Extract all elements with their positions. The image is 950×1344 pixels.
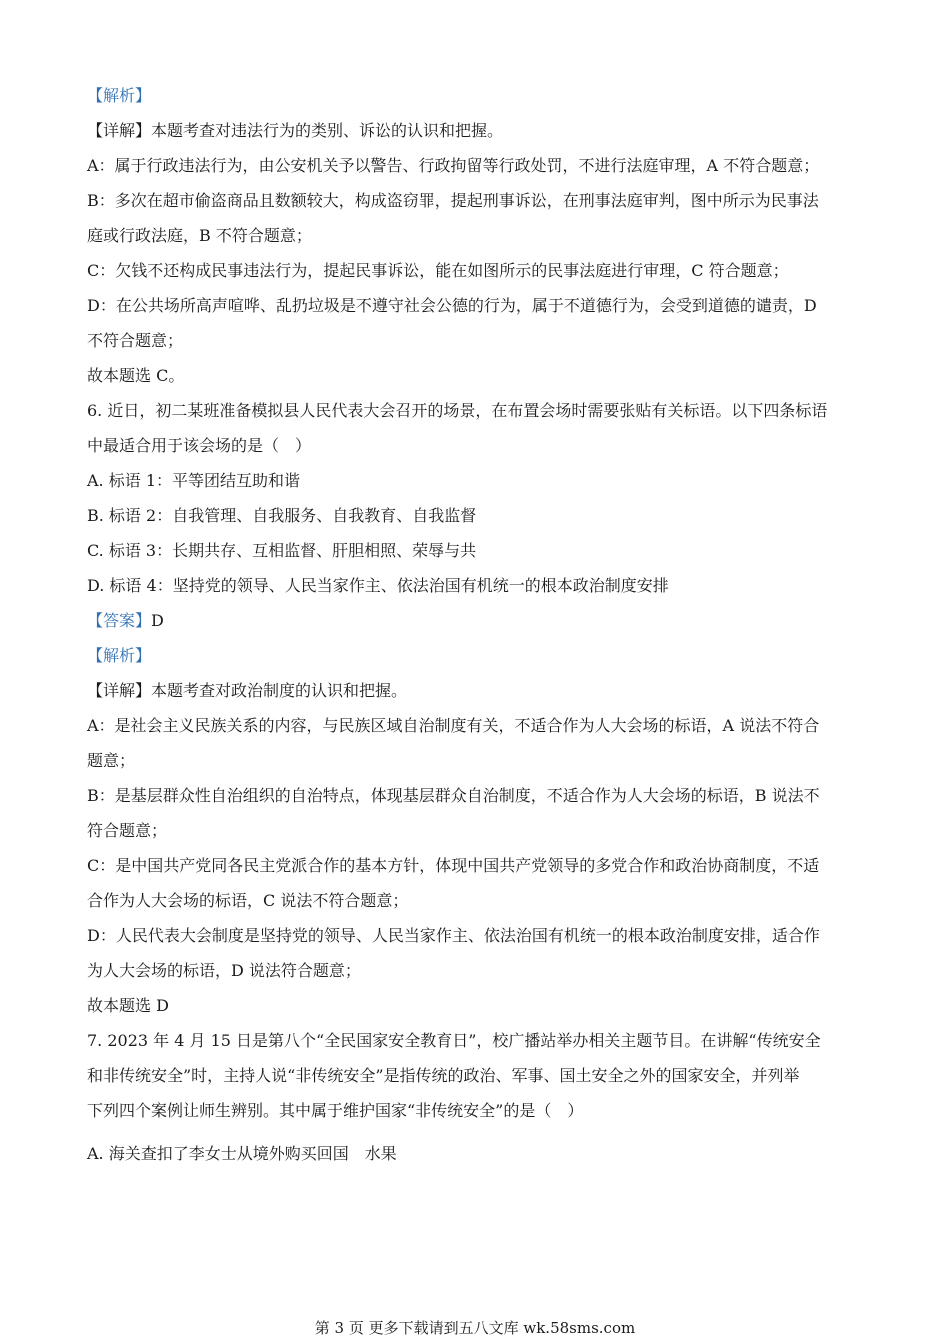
option-d: D. 标语 4：坚持党的领导、人民当家作主、依法治国有机统一的根本政治制度安排 xyxy=(87,576,669,595)
analysis-tag: 【解析】 xyxy=(87,646,152,665)
explanation-line: 为人大会场的标语，D 说法符合题意； xyxy=(87,961,361,980)
detail-line xyxy=(87,673,862,708)
conclusion: 故本题选 D xyxy=(87,996,169,1015)
explanation-line: 不符合题意； xyxy=(87,331,184,350)
answer-line xyxy=(87,603,862,638)
detail-text: 本题考查对政治制度的认识和把握。 xyxy=(151,681,408,700)
explanation-line: 合作为人大会场的标语，C 说法不符合题意； xyxy=(87,891,409,910)
question-stem-line: 下列四个案例让师生辨别。其中属于维护国家“非传统安全”的是（ ） xyxy=(87,1101,584,1120)
page-footer: 第 3 页 更多下载请到五八文库 wk.58sms.com xyxy=(314,1319,636,1337)
explanation-line: C：是中国共产党同各民主党派合作的基本方针，体现中国共产党领导的多党合作和政治协商制度，不适 xyxy=(87,856,820,875)
option-a: A. 海关查扣了李女士从境外购买回国 水果 xyxy=(87,1144,397,1163)
explanation-line: B：多次在超市偷盗商品且数额较大，构成盗窃罪，提起刑事诉讼，在刑事法庭审判，图中所示为民事法 xyxy=(87,191,819,210)
question-7 xyxy=(87,1023,862,1171)
explanation-line: D：人民代表大会制度是坚持党的领导、人民当家作主、依法治国有机统一的根本政治制度安排，适合作 xyxy=(87,926,820,945)
option-a: A. 标语 1：平等团结互助和谐 xyxy=(87,471,300,490)
conclusion: 故本题选 C。 xyxy=(87,366,185,385)
explanation-line: A：是社会主义民族关系的内容，与民族区域自治制度有关，不适合作为人大会场的标语，A 说法不符合 xyxy=(87,716,820,735)
question-stem-line: 7. 2023 年 4 月 15 日是第八个“全民国家安全教育日”，校广播站举办相关主题节目。在讲解“传统安全 xyxy=(87,1031,821,1050)
document-body xyxy=(87,78,862,1171)
explanation-line: 庭或行政法庭，B 不符合题意； xyxy=(87,226,312,245)
explanation-line: B：是基层群众性自治组织的自治特点，体现基层群众自治制度，不适合作为人大会场的标语，B 说法不 xyxy=(87,786,820,805)
answer-value: D xyxy=(151,611,164,630)
block1-analysis xyxy=(87,78,862,393)
question-6 xyxy=(87,393,862,1023)
explanation-line: 符合题意； xyxy=(87,821,168,840)
question-stem-line: 和非传统安全”时，主持人说“非传统安全”是指传统的政治、军事、国土安全之外的国家安全，并列举 xyxy=(87,1066,800,1085)
option-c: C. 标语 3：长期共存、互相监督、肝胆相照、荣辱与共 xyxy=(87,541,477,560)
detail-tag: 【详解】 xyxy=(87,681,152,700)
explanation-line: A：属于行政违法行为，由公安机关予以警告、行政拘留等行政处罚，不进行法庭审理，A 不符合题意； xyxy=(87,156,820,175)
question-stem-line: 中最适合用于该会场的是（ ） xyxy=(87,436,312,455)
analysis-tag: 【解析】 xyxy=(87,86,152,105)
detail-tag: 【详解】 xyxy=(87,121,152,140)
option-b: B. 标语 2：自我管理、自我服务、自我教育、自我监督 xyxy=(87,506,477,525)
detail-text: 本题考查对违法行为的类别、诉讼的认识和把握。 xyxy=(151,121,504,140)
answer-tag: 【答案】 xyxy=(87,611,152,630)
question-stem-line: 6. 近日，初二某班准备模拟县人民代表大会召开的场景，在布置会场时需要张贴有关标语。以下四条标语 xyxy=(87,401,828,420)
explanation-line: D：在公共场所高声喧哗、乱扔垃圾是不遵守社会公德的行为，属于不道德行为，会受到道德的谴责，D xyxy=(87,296,817,315)
explanation-line: 题意； xyxy=(87,751,136,770)
detail-line xyxy=(87,113,862,148)
explanation-line: C：欠钱不还构成民事违法行为，提起民事诉讼，能在如图所示的民事法庭进行审理，C 符合题意； xyxy=(87,261,789,280)
